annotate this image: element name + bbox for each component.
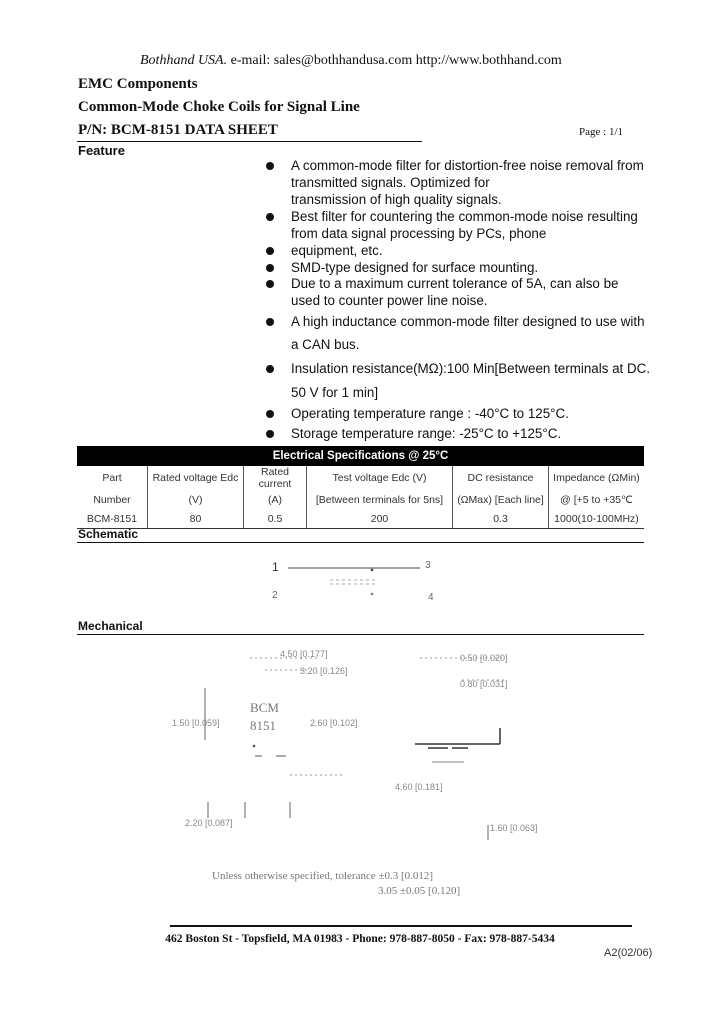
spec-header-cell: Test voltage Edc (V)	[307, 466, 453, 490]
dimension-label: 1.60 [0.063]	[490, 823, 538, 833]
schematic-heading: Schematic	[78, 527, 139, 541]
polarity-dot	[371, 593, 374, 596]
spec-header-cell: Number	[93, 493, 131, 506]
pin-4-label: 4	[428, 592, 434, 603]
bullet-icon	[266, 264, 274, 272]
dimension-label: 2.20 [0.087]	[185, 818, 233, 828]
mechanical-heading: Mechanical	[78, 619, 143, 633]
bullet-icon	[266, 162, 274, 170]
component-marking-line2: 8151	[250, 718, 276, 733]
bullet-icon	[266, 318, 274, 326]
spec-cell: 80	[148, 509, 244, 529]
pin-2-label: 2	[272, 590, 278, 601]
mechanical-divider	[77, 634, 644, 635]
dimension-label: 0.80 [0.031]	[460, 679, 508, 689]
dimension-label: 1.50 [0.059]	[172, 718, 220, 728]
pin-1-label: 1	[272, 560, 279, 574]
product-title: Common-Mode Choke Coils for Signal Line	[78, 99, 360, 115]
bullet-icon	[266, 247, 274, 255]
bullet-icon	[266, 365, 274, 373]
spec-table-title: Electrical Specifications @ 25°C	[77, 446, 644, 466]
dimension-label: 0.50 [0.020]	[460, 653, 508, 663]
footer-address: 462 Boston St - Topsfield, MA 01983 - Phone: 978-887-8050 - Fax: 978-887-5434	[165, 933, 555, 945]
bullet-icon	[266, 213, 274, 221]
mechanical-drawing	[170, 640, 550, 840]
table-row	[77, 509, 644, 529]
spec-header-cell: Part	[102, 472, 122, 484]
spec-cell: 0.3	[453, 509, 549, 529]
tolerance-note: Unless otherwise specified, tolerance ±0.3 [0.012]	[212, 870, 434, 882]
feature-heading: Feature	[78, 143, 125, 158]
dimension-label: 2.60 [0.102]	[310, 718, 358, 728]
component-marking-line1: BCM	[250, 700, 279, 715]
bullet-icon	[266, 410, 274, 418]
footer-divider	[170, 925, 632, 927]
spec-cell: 0.5	[244, 509, 307, 529]
spec-header-cell: Rated current	[244, 466, 307, 490]
spec-cell: BCM-8151	[77, 509, 148, 529]
dimension-label: 4.50 [0.177]	[280, 649, 328, 659]
title-divider	[77, 141, 422, 142]
bullet-icon	[266, 430, 274, 438]
spec-header-cell: Impedance (ΩMin)	[549, 466, 645, 490]
bullet-icon	[266, 280, 274, 288]
dimension-label: 4.60 [0.181]	[395, 782, 443, 792]
schematic-divider	[77, 542, 644, 543]
company-header	[140, 53, 562, 69]
spec-cell: 1000(10-100MHz)	[549, 509, 645, 529]
spec-cell: 200	[307, 509, 453, 529]
tolerance-note-dimension: 3.05 ±0.05 [0.120]	[378, 885, 461, 897]
spec-header-cell: (V)	[148, 490, 244, 509]
category-title: EMC Components	[78, 76, 198, 92]
spec-header-cell: Rated voltage Edc	[148, 466, 244, 490]
dimension-label: 3.20 [0.126]	[300, 666, 348, 676]
spec-table	[77, 446, 644, 529]
website-link[interactable]: http://www.bothhand.com	[412, 53, 562, 68]
spec-header-cell: (ΩMax) [Each line]	[453, 490, 549, 509]
spec-header-cell: @ [+5 to +35℃	[549, 490, 645, 509]
email-text[interactable]: e-mail: sales@bothhandusa.com	[227, 53, 413, 68]
spec-header-cell: DC resistance	[453, 466, 549, 490]
brand-name: Bothhand USA.	[140, 53, 228, 68]
revision-code: A2(02/06)	[604, 947, 653, 959]
pin-3-label: 3	[425, 560, 431, 571]
spec-header-cell: [Between terminals for 5ns]	[307, 490, 453, 509]
page-number: Page : 1/1	[579, 126, 623, 138]
part-sheet-title: P/N: BCM-8151 DATA SHEET	[78, 122, 278, 138]
polarity-dot	[371, 569, 374, 572]
pin1-indicator	[253, 745, 256, 748]
spec-header-cell: (A)	[244, 490, 307, 509]
